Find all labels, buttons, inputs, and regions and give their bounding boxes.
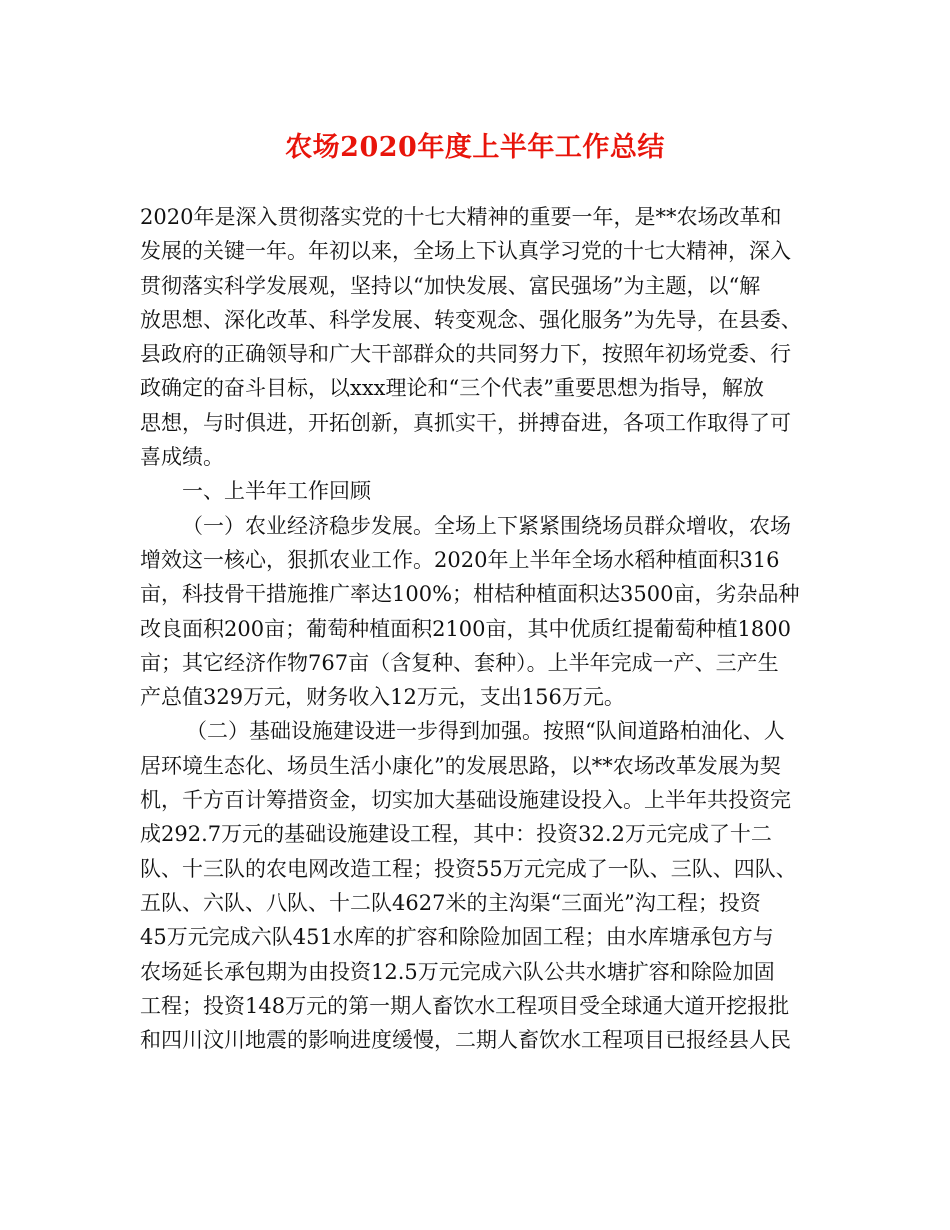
text-line: 政确定的奋斗目标，以xxx理论和“三个代表”重要思想为指导，解放 [140,376,764,401]
section-heading: 一、上半年工作回顾 [182,479,371,504]
text-line: 工程；投资148万元的第一期人畜饮水工程项目受全球通大道开挖报批 [140,993,790,1018]
text-line: 贯彻落实科学发展观，坚持以“加快发展、富民强场”为主题，以“解 [140,273,761,298]
text-line: 农场延长承包期为由投资12.5万元完成六队公共水塘扩容和除险加固 [140,959,775,984]
text-line: 发展的关键一年。年初以来，全场上下认真学习党的十七大精神，深入 [140,239,791,264]
text-line: 产总值329万元，财务收入12万元，支出156万元。 [140,685,625,710]
text-line: （一）农业经济稳步发展。全场上下紧紧围绕场员群众增收，农场 [182,513,791,538]
text-line: 居环境生态化、场员生活小康化”的发展思路，以**农场改革发展为契 [140,753,781,778]
text-line: 改良面积200亩；葡萄种植面积2100亩，其中优质红提葡萄种植1800 [140,616,791,641]
text-line: 五队、六队、八队、十二队4627米的主沟渠“三面光”沟工程；投资 [140,890,761,915]
text-line: 45万元完成六队451水库的扩容和除险加固工程；由水库塘承包方与 [140,925,774,950]
text-line: 增效这一核心，狠抓农业工作。2020年上半年全场水稻种植面积316 [140,547,780,572]
text-line: 亩，科技骨干措施推广率达100%；柑桔种植面积达3500亩，劣杂品种 [140,582,800,607]
text-line: 成292.7万元的基础设施建设工程，其中：投资32.2万元完成了十二 [140,822,772,847]
document-title: 农场2020年度上半年工作总结 [285,132,665,163]
text-line: 喜成绩。 [140,445,224,470]
document-body [140,200,820,1057]
text-line: 机，千方百计筹措资金，切实加大基础设施建设投入。上半年共投资完 [140,788,791,813]
text-line: 2020年是深入贯彻落实党的十七大精神的重要一年，是**农场改革和 [140,205,782,229]
text-line: 队、十三队的农电网改造工程；投资55万元完成了一队、三队、四队、 [140,856,797,881]
text-line: （二）基础设施建设进一步得到加强。按照“队间道路柏油化、人 [186,719,785,744]
text-line: 放思想、深化改革、科学发展、转变观念、强化服务”为先导，在县委、 [140,307,802,332]
text-line: 县政府的正确领导和广大干部群众的共同努力下，按照年初场党委、行 [140,342,791,367]
text-line: 亩；其它经济作物767亩（含复种、套种）。上半年完成一产、三产生 [140,650,779,675]
text-line: 和四川汶川地震的影响进度缓慢，二期人畜饮水工程项目已报经县人民 [140,1028,791,1053]
text-line: 思想，与时俱进，开拓创新，真抓实干，拼搏奋进，各项工作取得了可 [140,410,791,435]
